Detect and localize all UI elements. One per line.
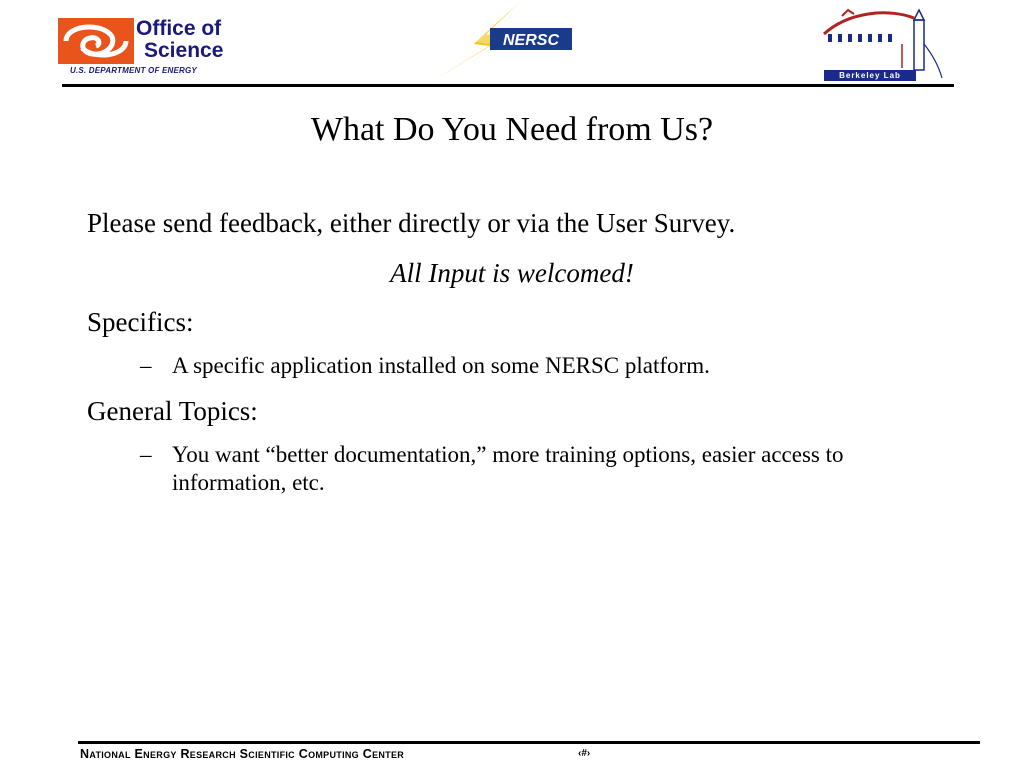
- footer-divider: [78, 741, 980, 744]
- feedback-paragraph: Please send feedback, either directly or via the User Survey.: [87, 208, 736, 238]
- doe-logo-office-text: Office of: [136, 17, 222, 40]
- page-number: ‹#›: [578, 748, 591, 759]
- nersc-logo: [424, 0, 576, 84]
- specifics-heading: Specifics:: [87, 307, 194, 337]
- bullet-dash: –: [140, 353, 152, 378]
- berkeley-lab-text: Berkeley Lab: [824, 70, 916, 81]
- nersc-logo-text: NERSC: [502, 32, 560, 49]
- footer-organization-name: National Energy Research Scientific Computing Center: [80, 747, 405, 761]
- nersc-lightning-icon: [424, 0, 576, 84]
- doe-logo-department-text: U.S. DEPARTMENT OF ENERGY: [70, 66, 197, 75]
- bullet-dash: –: [140, 442, 152, 467]
- slide-title: What Do You Need from Us?: [310, 111, 714, 148]
- specifics-bullet-item: A specific application installed on some NERSC platform.: [172, 353, 710, 378]
- header-divider: [62, 84, 954, 87]
- general-topics-bullet-item: You want “better documentation,” more training options, easier access to information, etc.: [172, 442, 844, 495]
- doe-logo-science-text: Science: [144, 39, 224, 62]
- welcome-statement: All Input is welcomed!: [390, 258, 634, 288]
- doe-emblem-icon: [58, 18, 134, 64]
- general-topics-heading: General Topics:: [87, 396, 258, 426]
- berkeley-lab-logo: [818, 4, 948, 84]
- doe-office-of-science-logo: [58, 12, 248, 78]
